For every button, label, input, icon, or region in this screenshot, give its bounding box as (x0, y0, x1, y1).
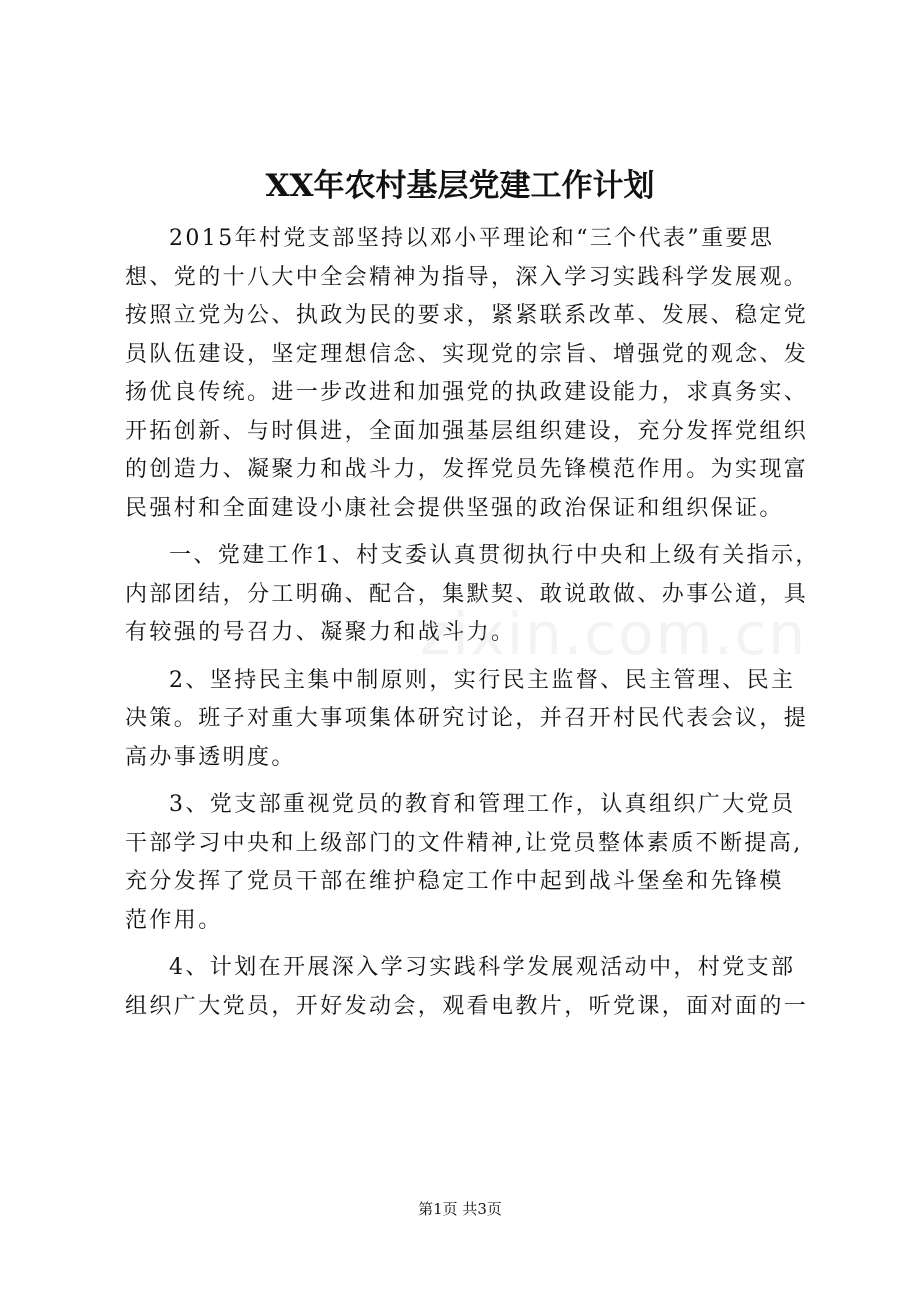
text-line: 干部学习中央和上级部门的文件精神,让党员整体素质不断提高, (125, 830, 803, 856)
text-line: 内部团结，分工明确、配合，集默契、敢说敢做、办事公道，具 (125, 581, 809, 607)
text-line: 4、计划在开展深入学习实践科学发展观活动中，村党支部 (169, 955, 796, 980)
text-line: 想、党的十八大中全会精神为指导，深入学习实践科学发展观。 (125, 264, 809, 290)
text-line: 一、党建工作1、村支委认真贯彻执行中央和上级有关指示， (169, 543, 820, 568)
text-line: 民强村和全面建设小康社会提供坚强的政治保证和组织保证。 (125, 495, 784, 521)
paragraph-1 (125, 537, 820, 653)
watermark: zixin.com.cn (420, 600, 808, 668)
text-line: 充分发挥了党员干部在维护稳定工作中起到战斗堡垒和先锋模 (125, 869, 784, 894)
text-line: 的创造力、凝聚力和战斗力，发挥党员先锋模范作用。为实现富 (125, 457, 809, 482)
text-line: 扬优良传统。进一步改进和加强党的执政建设能力，求真务实、 (125, 380, 809, 405)
text-line: 高办事透明度。 (125, 744, 296, 770)
text-line: 按照立党为公、执政为民的要求，紧紧联系改革、发展、稳定党 (125, 303, 809, 328)
paragraph-4 (125, 949, 815, 1026)
text-line: 2015年村党支部坚持以邓小平理论和“三个代表”重要思 (169, 226, 775, 251)
paragraph-2 (125, 662, 815, 778)
text-line: 决策。班子对重大事项集体研究讨论，并召开村民代表会议，提 (125, 706, 809, 731)
document-body (125, 220, 820, 1026)
text-line: 有较强的号召力、凝聚力和战斗力。 (125, 620, 516, 645)
document-title: XX年农村基层党建工作计划 (265, 168, 655, 204)
paragraph-intro (125, 220, 815, 528)
text-line: 员队伍建设，坚定理想信念、实现党的宗旨、增强党的观念、发 (125, 341, 809, 367)
page-number-footer: 第1页 共3页 (418, 1200, 502, 1218)
text-line: 2、坚持民主集中制原则，实行民主监督、民主管理、民主 (169, 667, 796, 693)
text-line: 开拓创新、与时俱进，全面加强基层组织建设，充分发挥党组织 (125, 418, 809, 444)
text-line: 范作用。 (125, 907, 223, 933)
paragraph-3 (125, 786, 815, 940)
text-line: 组织广大党员，开好发动会，观看电教片，听党课，面对面的一 (125, 993, 809, 1019)
text-line: 3、党支部重视党员的教育和管理工作，认真组织广大党员 (169, 792, 796, 817)
